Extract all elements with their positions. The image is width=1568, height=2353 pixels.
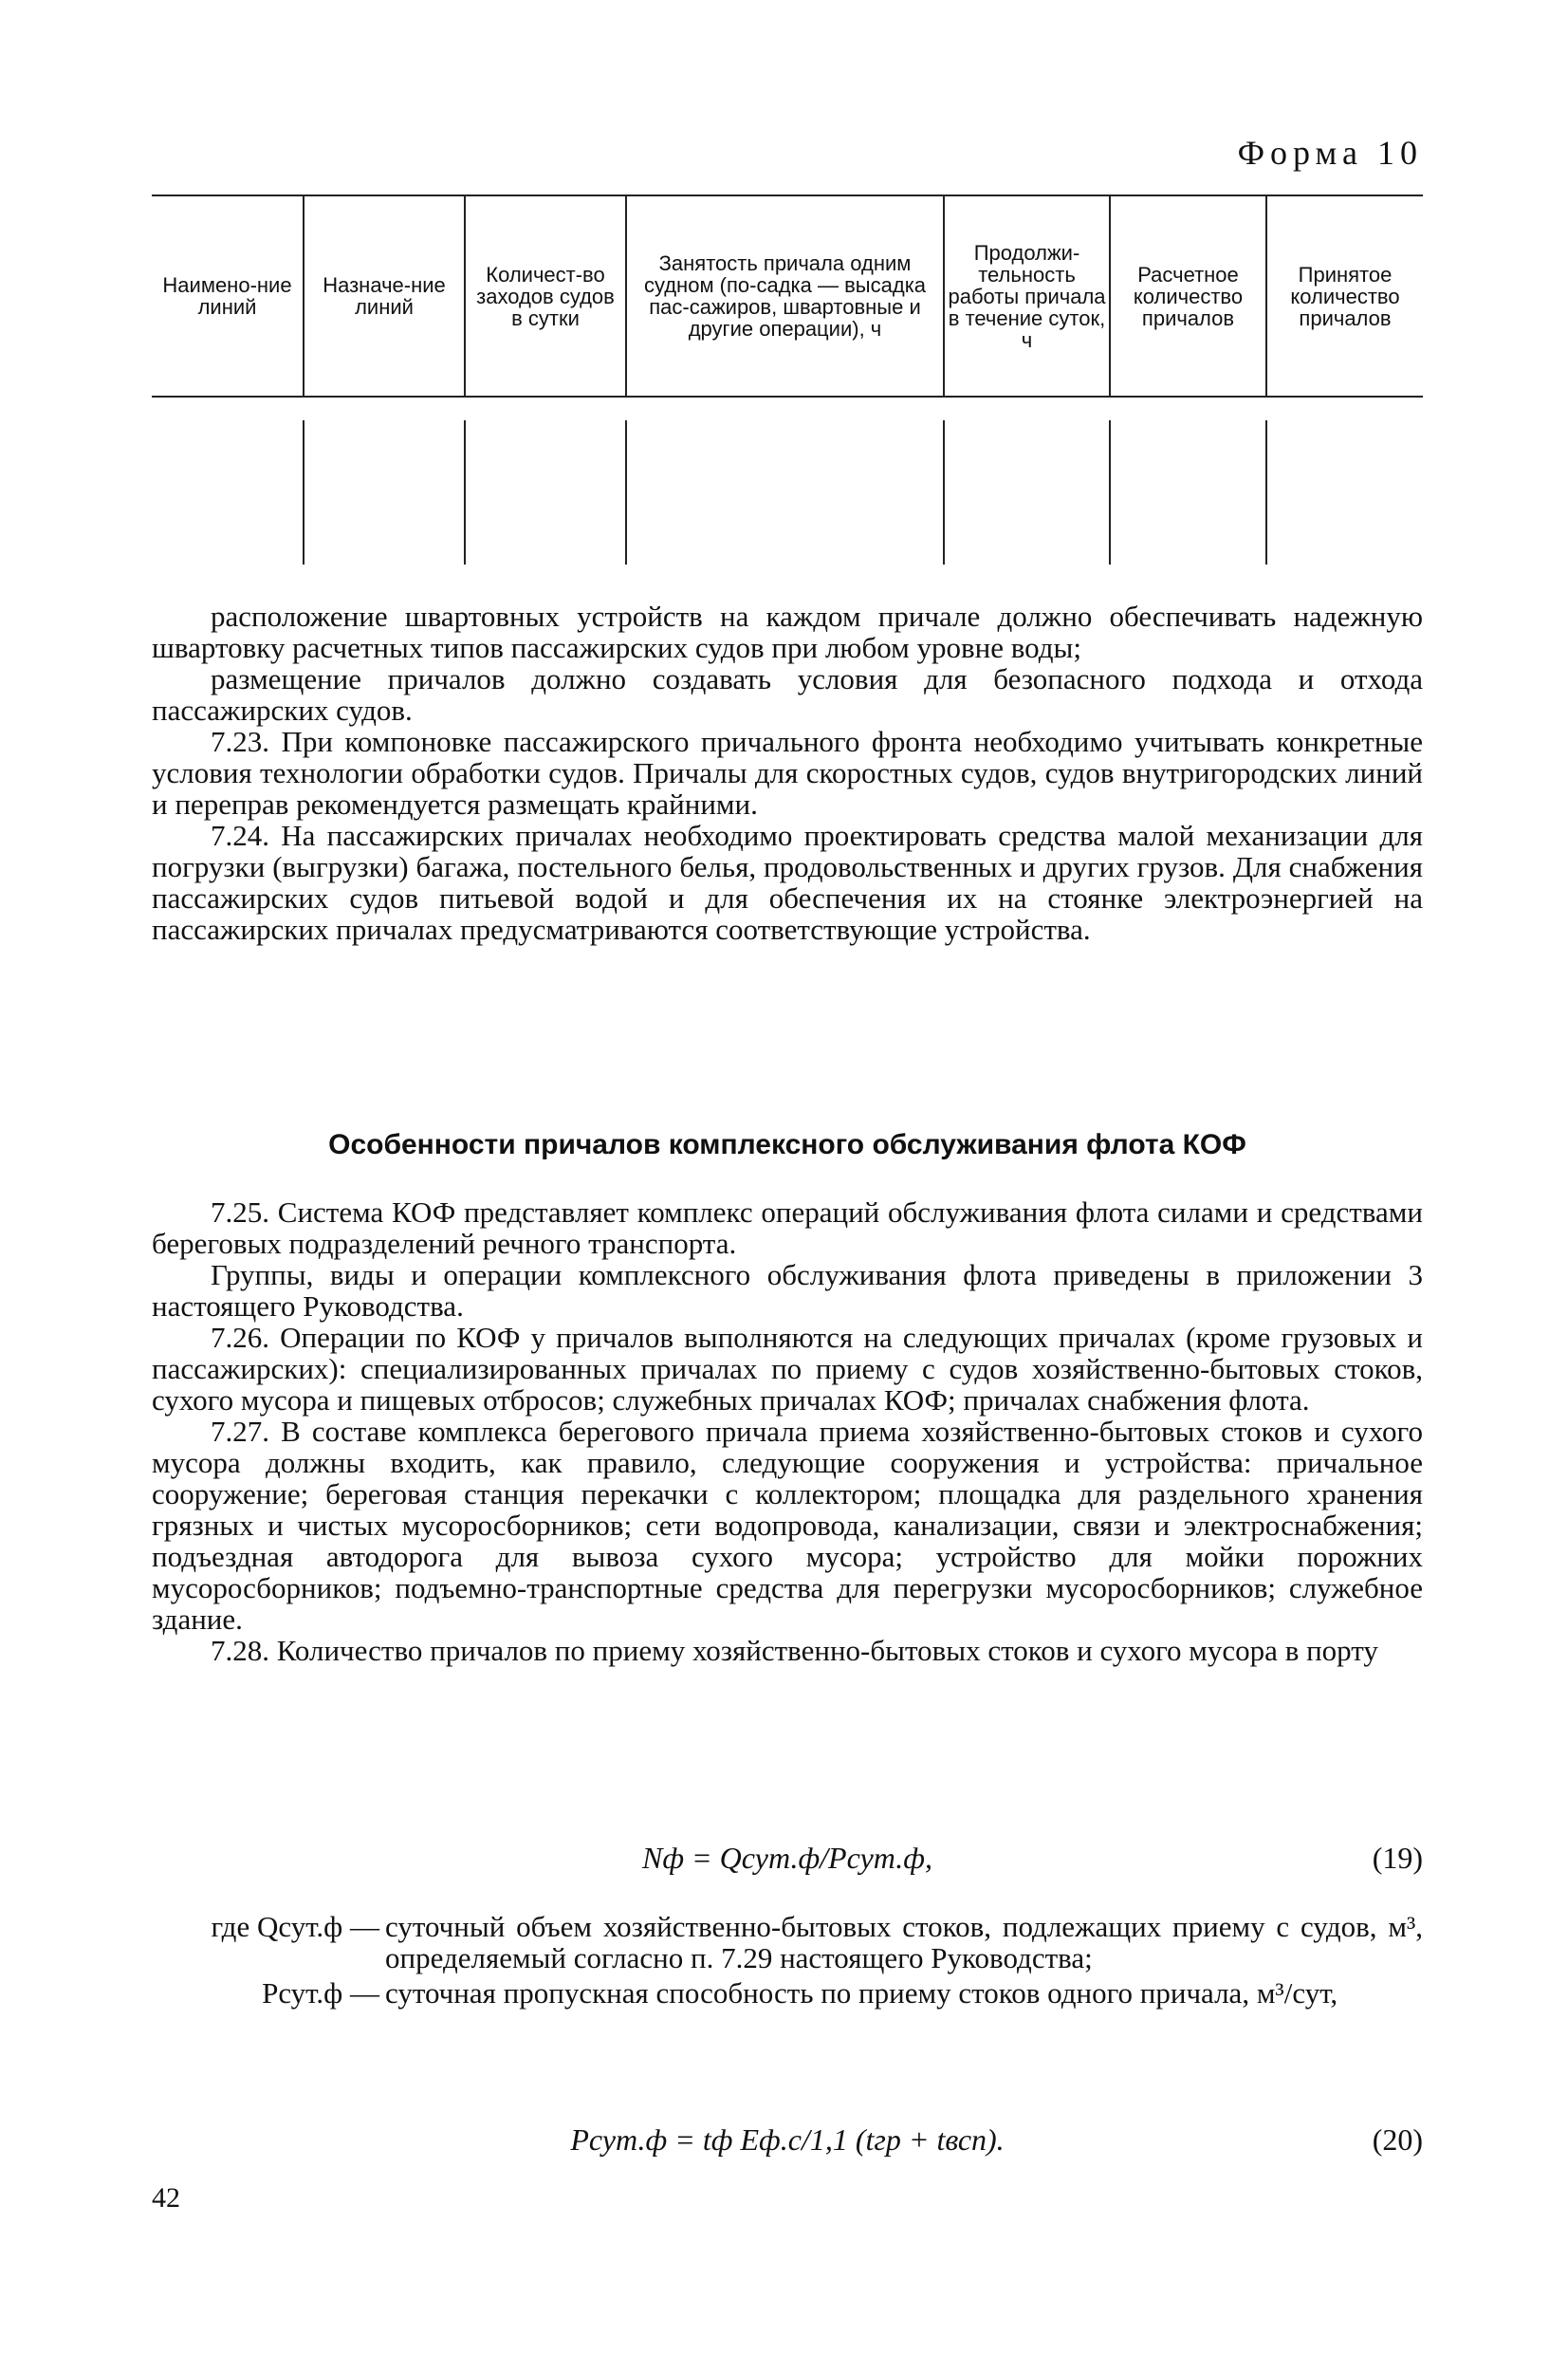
table-header-cell: Наимено-ние линий — [152, 195, 304, 397]
definition-term: Pсут.ф — — [262, 1976, 379, 2010]
formula-text: Pсут.ф = tф Eф.с/1,1 (tгр + tвсп). — [570, 2122, 1005, 2157]
paragraph: 7.24. На пассажирских причалах необходимо проектировать средства малой механизации для погрузки (выгрузки) багажа, постельного белья, продовольственных и других грузов. Для снабжения пассажирских судов питьевой водой и для обеспечения их на стоянке электроэнергией на пассажирских причалах предусматриваются соответствующие устройства. — [152, 819, 1423, 946]
definition-row — [152, 1911, 1423, 1973]
section-heading: Особенности причалов комплексного обслуживания флота КОФ — [328, 1129, 1246, 1160]
formula-text: Nф = Qсут.ф/Pсут.ф, — [641, 1841, 932, 1875]
paragraph: 7.23. При компоновке пассажирского причального фронта необходимо учитывать конкретные условия технологии обработки судов. Причалы для скоростных судов, судов внутригородских линий и переправ рекомендуется размещать крайними. — [152, 725, 1423, 821]
formula-number: (20) — [1372, 2122, 1423, 2157]
formula-20 — [152, 2122, 1423, 2158]
paragraph: 7.28. Количество причалов по приему хозяйственно-бытовых стоков и сухого мусора в порту — [211, 1634, 1378, 1667]
table-header-row — [152, 195, 1423, 397]
definition-row — [152, 1977, 1423, 2009]
table-header-cell: Продолжи-тельность работы причала в течение суток, ч — [944, 195, 1110, 397]
table-cell — [465, 420, 626, 565]
form-label: Форма 10 — [1237, 134, 1423, 172]
table-header-cell: Принятое количество причалов — [1266, 195, 1423, 397]
formula-number: (19) — [1372, 1841, 1423, 1875]
table-cell — [626, 420, 944, 565]
table-cell — [1110, 420, 1266, 565]
table-row — [152, 420, 1423, 565]
table-cell — [944, 420, 1110, 565]
body-text-top — [152, 601, 1423, 945]
page-number: 42 — [152, 2182, 180, 2214]
formula-19 — [152, 1841, 1423, 1876]
paragraph: 7.25. Система КОФ представляет комплекс операций обслуживания флота силами и средствами береговых подразделений речного транспорта. — [152, 1195, 1423, 1260]
body-text-bottom — [152, 1196, 1423, 1666]
table-header-cell: Занятость причала одним судном (по-садка — высадка пас-сажиров, швартовные и другие операции), ч — [626, 195, 944, 397]
definition-desc: суточная пропускная способность по приему стоков одного причала, м³/сут, — [385, 1976, 1338, 2010]
table-header-cell: Назначе-ние линий — [304, 195, 465, 397]
paragraph: расположение швартовных устройств на каждом причале должно обеспечивать надежную швартовку расчетных типов пассажирских судов при любом уровне воды; — [152, 600, 1423, 664]
paragraph: размещение причалов должно создавать условия для безопасного подхода и отхода пассажирских судов. — [152, 662, 1423, 727]
definitions — [152, 1911, 1423, 2012]
table-cell — [1266, 420, 1423, 565]
paragraph: 7.26. Операции по КОФ у причалов выполняются на следующих причалах (кроме грузовых и пассажирских): специализированных причалах по приему с судов хозяйственно-бытовых стоков, сухого мусора и пищевых отбросов; служебных причалах КОФ; причалах снабжения флота. — [152, 1321, 1423, 1417]
form-table — [152, 195, 1423, 565]
definition-term: где Qсут.ф — — [211, 1910, 379, 1943]
table-cell — [152, 420, 304, 565]
paragraph: 7.27. В составе комплекса берегового причала приема хозяйственно-бытовых стоков и сухого мусора должны входить, как правило, следующие сооружения и устройства: причальное сооружение; береговая станция перекачки с коллектором; площадка для раздельного хранения грязных и чистых мусоросборников; сети водопровода, канализации, связи и электроснабжения; подъездная автодорога для вывоза сухого мусора; устройство для мойки порожних мусоросборников; подъемно-транспортные средства для перегрузки мусоросборников; служебное здание. — [152, 1415, 1423, 1636]
table-header-cell: Количест-во заходов судов в сутки — [465, 195, 626, 397]
table-cell — [304, 420, 465, 565]
paragraph: Группы, виды и операции комплексного обслуживания флота приведены в приложении 3 настоящего Руководства. — [152, 1258, 1423, 1323]
table-header-cell: Расчетное количество причалов — [1110, 195, 1266, 397]
definition-desc: суточный объем хозяйственно-бытовых стоков, подлежащих приему с судов, м³, определяемый согласно п. 7.29 настоящего Руководства; — [385, 1910, 1423, 1974]
